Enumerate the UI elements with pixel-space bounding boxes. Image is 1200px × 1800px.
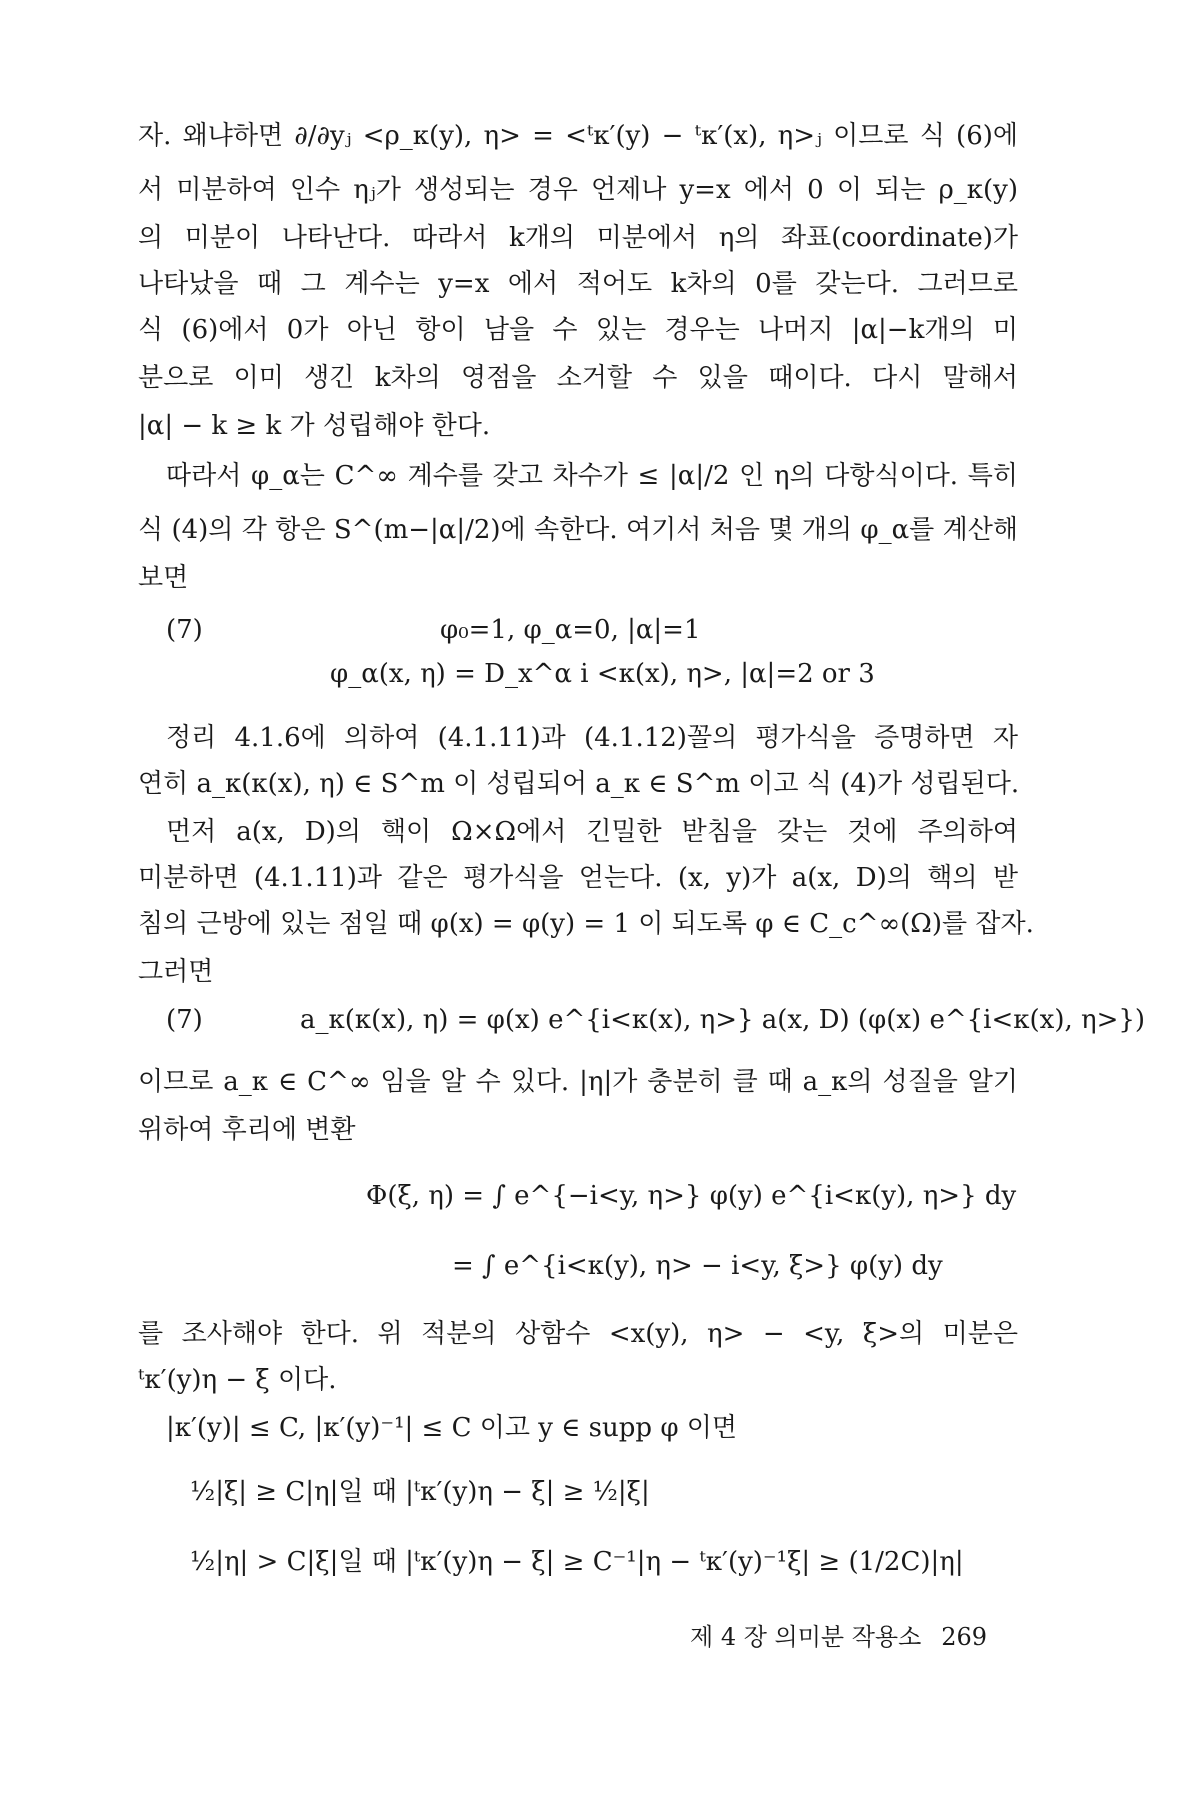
equation: ½|ξ| ≥ C|η|일 때 |ᵗκ′(y)η − ξ| ≥ ½|ξ| — [190, 1477, 650, 1507]
text-line: 연히 a_κ(κ(x), η) ∈ S^m 이 성립되어 a_κ ∈ S^m 이고 식 (4)가 성립된다. — [138, 769, 1020, 799]
text-line: |α| − k ≥ k 가 성립해야 한다. — [138, 411, 491, 441]
text-line: 위하여 후리에 변환 — [138, 1115, 356, 1145]
text-line: 먼저 a(x, D)의 핵이 Ω×Ω에서 긴밀한 받침을 갖는 것에 주의하여 — [166, 817, 1018, 847]
chapter-title: 제 4 장 의미분 작용소 — [690, 1623, 922, 1651]
text-line: 침의 근방에 있는 점일 때 φ(x) = φ(y) = 1 이 되도록 φ ∈ C_c^∞(Ω)를 잡자. — [138, 909, 1034, 939]
text-line: 자. 왜냐하면 ∂/∂yⱼ <ρ_κ(y), η> = <ᵗκ′(y) − ᵗκ′(x), η>ⱼ 이므로 식 (6)에 — [138, 121, 1018, 151]
text-line: 나타났을 때 그 계수는 y=x 에서 적어도 k차의 0를 갖는다. 그러므로 — [138, 269, 1018, 299]
text-line: 를 조사해야 한다. 위 적분의 상함수 <x(y), η> − <y, ξ>의 미분은 — [138, 1319, 1018, 1349]
text-line: 미분하면 (4.1.11)과 같은 평가식을 얻는다. (x, y)가 a(x, D)의 핵의 받 — [138, 863, 1018, 893]
equation: ½|η| > C|ξ|일 때 |ᵗκ′(y)η − ξ| ≥ C⁻¹|η − ᵗκ′(y)⁻¹ξ| ≥ (1/2C)|η| — [190, 1547, 964, 1577]
equation: = ∫ e^{i<κ(y), η> − i<y, ξ>} φ(y) dy — [452, 1251, 943, 1281]
equation: φ_α(x, η) = D_x^α i <κ(x), η>, |α|=2 or 3 — [330, 659, 875, 689]
text-line: 식 (6)에서 0가 아닌 항이 남을 수 있는 경우는 나머지 |α|−k개의 미 — [138, 315, 1018, 345]
equation: Φ(ξ, η) = ∫ e^{−i<y, η>} φ(y) e^{i<κ(y), η>} dy — [366, 1181, 1017, 1211]
text-line: 의 미분이 나타난다. 따라서 k개의 미분에서 η의 좌표(coordinate)가 — [138, 223, 1018, 253]
text-line: 식 (4)의 각 항은 S^(m−|α|/2)에 속한다. 여기서 처음 몇 개의 φ_α를 계산해 — [138, 515, 1018, 545]
text-line: |κ′(y)| ≤ C, |κ′(y)⁻¹| ≤ C 이고 y ∈ supp φ 이면 — [166, 1413, 738, 1443]
text-line: 서 미분하여 인수 ηⱼ가 생성되는 경우 언제나 y=x 에서 0 이 되는 ρ_κ(y) — [138, 175, 1018, 205]
equation: a_κ(κ(x), η) = φ(x) e^{i<κ(x), η>} a(x, D) (φ(x) e^{i<κ(x), η>}) — [300, 1005, 1146, 1035]
equation-number: (7) — [166, 1005, 203, 1035]
text-line: 분으로 이미 생긴 k차의 영점을 소거할 수 있을 때이다. 다시 말해서 — [138, 363, 1018, 393]
text-line: 이므로 a_κ ∈ C^∞ 임을 알 수 있다. |η|가 충분히 클 때 a_κ의 성질을 알기 — [138, 1067, 1018, 1097]
text-line: 따라서 φ_α는 C^∞ 계수를 갖고 차수가 ≤ |α|/2 인 η의 다항식이다. 특히 — [166, 461, 1018, 491]
text-line: ᵗκ′(y)η − ξ 이다. — [138, 1365, 337, 1395]
text-line: 정리 4.1.6에 의하여 (4.1.11)과 (4.1.12)꼴의 평가식을 증명하면 자 — [166, 723, 1018, 753]
text-line: 보면 — [138, 563, 189, 593]
page-footer — [690, 1622, 987, 1652]
equation-number: (7) — [166, 615, 203, 645]
text-line: 그러면 — [138, 957, 214, 987]
page-number: 269 — [941, 1623, 988, 1651]
equation: φ₀=1, φ_α=0, |α|=1 — [440, 615, 701, 645]
